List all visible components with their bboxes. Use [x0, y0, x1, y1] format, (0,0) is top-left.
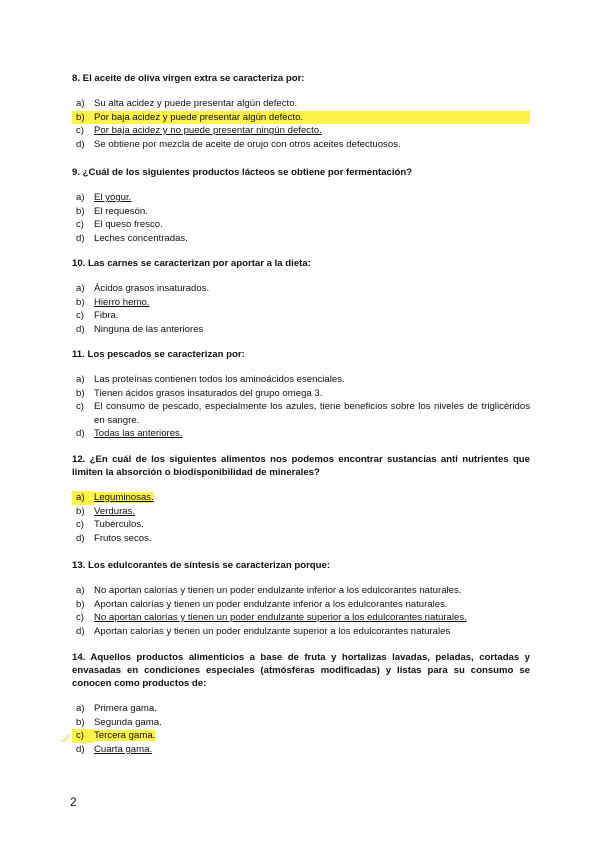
- option-letter: d): [76, 232, 85, 244]
- option-b: [72, 716, 530, 730]
- option-text: Aportan calorías y tienen un poder endulzante inferior a los edulcorantes naturales.: [94, 598, 448, 610]
- pencil-tick-mark-icon: [60, 734, 70, 742]
- option-text: Ácidos grasos insaturados.: [94, 283, 210, 294]
- page-number: 2: [70, 795, 77, 809]
- option-a: [72, 584, 530, 598]
- option-text-underlined: Todas las anteriores.: [94, 428, 183, 439]
- option-b: [72, 505, 530, 519]
- option-a: [72, 702, 530, 716]
- option-c: [72, 218, 530, 232]
- option-d: [72, 625, 530, 639]
- option-text: Frutos secos.: [94, 532, 152, 544]
- question-title: 12. ¿En cuál de los siguientes alimentos nos podemos encontrar sustancias anti nutrientes que limiten la absorción o biodisponibilidad de minerales?: [72, 454, 530, 478]
- option-text: El consumo de pescado, especialmente los azules, tiene beneficios sobre los niveles de triglicéridos en sangre.: [94, 401, 530, 426]
- option-letter: b): [76, 598, 85, 610]
- question-9: [72, 166, 530, 245]
- option-letter: a): [76, 374, 85, 385]
- option-text: Primera gama.: [94, 703, 157, 714]
- option-d: [72, 138, 530, 152]
- option-list: [72, 584, 530, 638]
- option-a: [72, 191, 530, 205]
- option-letter: d): [76, 625, 85, 637]
- option-text-underlined: Hierro hemo.: [94, 296, 150, 308]
- option-c: [72, 518, 530, 532]
- option-letter: c): [76, 219, 84, 230]
- option-list: [72, 373, 530, 441]
- option-letter: c): [76, 612, 84, 623]
- option-c: [72, 400, 530, 427]
- option-list: [72, 97, 530, 151]
- option-b-highlighted: [72, 111, 530, 125]
- question-13: [72, 559, 530, 638]
- option-letter: d): [76, 428, 85, 439]
- option-letter: c): [76, 519, 84, 530]
- option-list: [72, 282, 530, 336]
- option-d: [72, 743, 530, 757]
- option-a: [72, 282, 530, 296]
- option-c: [72, 124, 530, 138]
- option-text-underlined: No aportan calorías y tienen un poder endulzante superior a los edulcorantes naturales.: [94, 612, 467, 623]
- option-letter: d): [76, 323, 85, 335]
- option-letter: c): [76, 310, 84, 321]
- option-letter: b): [76, 205, 85, 217]
- question-title: 9. ¿Cuál de los siguientes productos lácteos se obtiene por fermentación?: [72, 167, 413, 178]
- option-b: [72, 598, 530, 612]
- question-12: [72, 453, 530, 545]
- option-a: [72, 373, 530, 387]
- option-letter: c): [76, 401, 84, 412]
- option-letter: d): [76, 743, 85, 755]
- option-text-underlined: Verduras.: [94, 505, 136, 517]
- question-title: 11. Los pescados se caracterizan por:: [72, 349, 245, 360]
- question-title: 13. Los edulcorantes de síntesis se caracterizan porque:: [72, 560, 331, 571]
- question-10: [72, 257, 530, 336]
- option-letter: a): [76, 98, 85, 109]
- option-c-highlighted: [72, 729, 530, 743]
- option-letter: b): [76, 296, 85, 308]
- option-d: [72, 323, 530, 337]
- option-d: [72, 232, 530, 246]
- option-text: Fibra.: [94, 310, 119, 321]
- option-text: Leches concentradas.: [94, 232, 188, 244]
- question-11: [72, 348, 530, 441]
- option-list: [72, 491, 530, 545]
- option-b: [72, 296, 530, 310]
- option-list: [72, 191, 530, 245]
- option-letter: a): [76, 192, 85, 203]
- option-text: Por baja acidez y puede presentar algún defecto.: [94, 111, 304, 123]
- option-list: [72, 702, 530, 756]
- option-a: [72, 97, 530, 111]
- option-letter: a): [72, 491, 94, 505]
- option-text-underlined: Por baja acidez y no puede presentar ningún defecto.: [94, 125, 322, 136]
- option-letter: a): [76, 585, 85, 596]
- option-c: [72, 611, 530, 625]
- option-d: [72, 532, 530, 546]
- question-8: [72, 72, 530, 151]
- option-d: [72, 427, 530, 441]
- option-c: [72, 309, 530, 323]
- option-b: [72, 387, 530, 401]
- option-letter: a): [76, 283, 85, 294]
- question-title: 14. Aquellos productos alimenticios a base de fruta y hortalizas lavadas, peladas, cortadas y envasadas en condiciones especiales (atmósferas modificadas) y listas para su consumo se conocen como productos de:: [72, 652, 530, 689]
- option-text: Tubérculos.: [94, 519, 144, 530]
- option-letter: b): [76, 111, 85, 123]
- option-text: Tienen ácidos grasos insaturados del grupo omega 3.: [94, 387, 323, 399]
- option-letter: b): [76, 387, 85, 399]
- question-14: [72, 651, 530, 756]
- option-text: [94, 729, 530, 743]
- option-text: Su alta acidez y puede presentar algún defecto.: [94, 98, 298, 109]
- option-letter: d): [76, 138, 85, 150]
- option-text: No aportan calorías y tienen un poder endulzante inferior a los edulcorantes naturales.: [94, 585, 462, 596]
- question-title: 8. El aceite de oliva virgen extra se caracteriza por:: [72, 73, 305, 84]
- highlighted-answer: Tercera gama.: [94, 730, 156, 741]
- option-text: El queso fresco.: [94, 219, 163, 230]
- option-text: [94, 491, 530, 505]
- option-letter: b): [76, 505, 85, 517]
- question-title: 10. Las carnes se caracterizan por aportar a la dieta:: [72, 258, 311, 269]
- option-text: Ninguna de las anteriores: [94, 323, 204, 335]
- option-letter: c): [76, 125, 84, 136]
- option-text-underlined: El yogur.: [94, 192, 132, 203]
- option-letter: c): [72, 729, 94, 743]
- option-text: Aportan calorías y tienen un poder endulzante superior a los edulcorantes naturales: [94, 625, 451, 637]
- option-text: Segunda gama.: [94, 716, 162, 728]
- option-b: [72, 205, 530, 219]
- option-a-highlighted: [72, 491, 530, 505]
- option-text-underlined: Cuarta gama.: [94, 743, 153, 755]
- option-letter: a): [76, 703, 85, 714]
- option-text: El requesón.: [94, 205, 148, 217]
- option-text: Se obtiene por mezcla de aceite de orujo con otros aceites defectuosos.: [94, 138, 401, 150]
- option-text: Las proteínas contienen todos los aminoácidos esenciales.: [94, 374, 345, 385]
- option-letter: b): [76, 716, 85, 728]
- option-letter: d): [76, 532, 85, 544]
- highlighted-answer: Leguminosas.: [94, 492, 154, 503]
